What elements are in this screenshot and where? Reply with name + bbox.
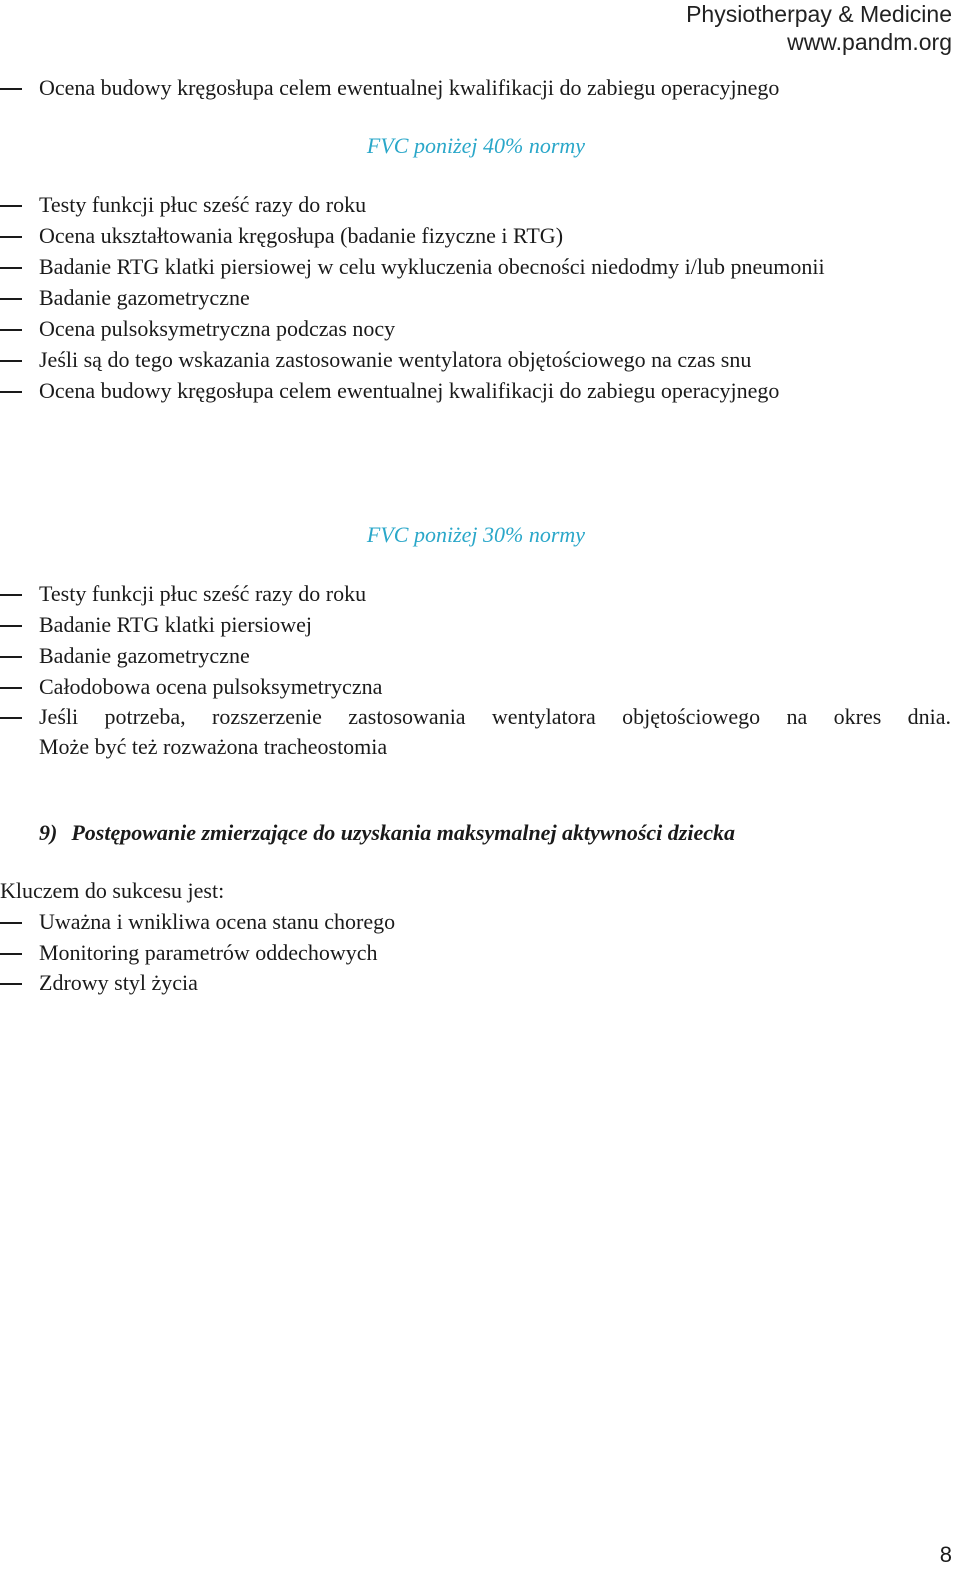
dash-bullet bbox=[0, 298, 22, 300]
dash-bullet bbox=[0, 88, 22, 90]
section-number: 9) bbox=[39, 820, 58, 845]
list-item-text: Badanie gazometryczne bbox=[39, 643, 250, 668]
dash-bullet bbox=[0, 687, 22, 689]
section-title-9 bbox=[39, 818, 735, 848]
list-item-text: Testy funkcji płuc sześć razy do roku bbox=[39, 581, 367, 606]
dash-bullet bbox=[0, 236, 22, 238]
journal-name: Physiotherpay & Medicine bbox=[686, 1, 952, 27]
list-item-text: Badanie gazometryczne bbox=[39, 285, 250, 310]
journal-url: www.pandm.org bbox=[787, 29, 952, 55]
dash-bullet bbox=[0, 625, 22, 627]
page-number: 8 bbox=[939, 1542, 952, 1567]
dash-bullet bbox=[0, 360, 22, 362]
dash-bullet bbox=[0, 267, 22, 269]
dash-bullet bbox=[0, 391, 22, 393]
list-item-text: Jeśli potrzeba, rozszerzenie zastosowania wentylatora objętościowego na okres dnia. bbox=[39, 704, 951, 729]
list-item-text: Ocena ukształtowania kręgosłupa (badanie fizyczne i RTG) bbox=[39, 223, 564, 248]
dash-bullet bbox=[0, 717, 22, 719]
list-item-text: Jeśli są do tego wskazania zastosowanie wentylatora objętościowego na czas snu bbox=[39, 347, 752, 372]
section-intro: Kluczem do sukcesu jest: bbox=[0, 878, 225, 903]
list-item-text-continued: Może być też rozważona tracheostomia bbox=[39, 734, 388, 759]
dash-bullet bbox=[0, 205, 22, 207]
section-heading-fvc-30: FVC poniżej 30% normy bbox=[366, 522, 586, 547]
list-item-text: Zdrowy styl życia bbox=[39, 970, 198, 995]
list-item-text: Testy funkcji płuc sześć razy do roku bbox=[39, 192, 367, 217]
dash-bullet bbox=[0, 329, 22, 331]
list-item-text: Monitoring parametrów oddechowych bbox=[39, 940, 378, 965]
section-title-text: Postępowanie zmierzające do uzyskania maksymalnej aktywności dziecka bbox=[71, 820, 735, 845]
list-item-text: Badanie RTG klatki piersiowej w celu wykluczenia obecności niedodmy i/lub pneumonii bbox=[39, 254, 825, 279]
list-item-text: Ocena budowy kręgosłupa celem ewentualnej kwalifikacji do zabiegu operacyjnego bbox=[39, 75, 780, 100]
list-item-text: Uważna i wnikliwa ocena stanu chorego bbox=[39, 909, 396, 934]
dash-bullet bbox=[0, 594, 22, 596]
section-heading-fvc-40: FVC poniżej 40% normy bbox=[366, 133, 586, 158]
dash-bullet bbox=[0, 922, 22, 924]
dash-bullet bbox=[0, 656, 22, 658]
list-item-text: Ocena pulsoksymetryczna podczas nocy bbox=[39, 316, 396, 341]
dash-bullet bbox=[0, 983, 22, 985]
list-item-text: Ocena budowy kręgosłupa celem ewentualnej kwalifikacji do zabiegu operacyjnego bbox=[39, 378, 780, 403]
list-item-text: Całodobowa ocena pulsoksymetryczna bbox=[39, 674, 383, 699]
list-item-text: Badanie RTG klatki piersiowej bbox=[39, 612, 313, 637]
dash-bullet bbox=[0, 953, 22, 955]
page-header bbox=[686, 0, 952, 56]
